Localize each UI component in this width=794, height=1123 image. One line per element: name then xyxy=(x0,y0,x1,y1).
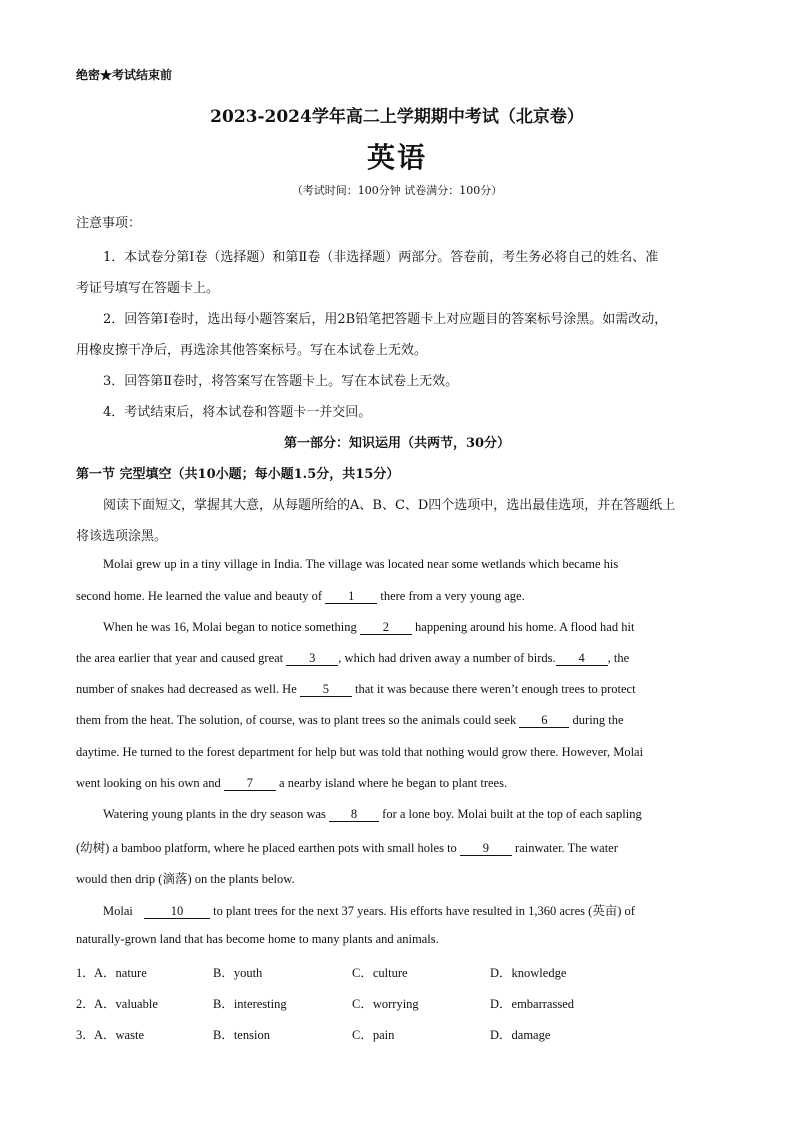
secret-label: 绝密★考试结束前 xyxy=(76,68,173,82)
option-a[interactable]: A．waste xyxy=(94,1028,144,1042)
option-a[interactable]: A．nature xyxy=(94,966,147,980)
passage-line: would then drip (滴落) on the plants below. xyxy=(76,872,295,886)
passage-text: a nearby island where he began to plant trees. xyxy=(279,776,508,790)
passage-line xyxy=(103,807,642,822)
passage-text: rainwater. The water xyxy=(515,841,618,855)
instruction-b: 将该选项涂黑。 xyxy=(76,529,168,544)
passage-line xyxy=(76,713,624,728)
passage-text: second home. He learned the value and beauty of xyxy=(76,589,323,603)
blank-10[interactable]: 10 xyxy=(144,904,210,919)
passage-line xyxy=(103,901,635,919)
question-number: 2． xyxy=(76,997,95,1011)
passage-text: them from the heat. The solution, of course, was to plant trees so the animals could seek xyxy=(76,713,517,727)
question-number: 1． xyxy=(76,966,95,980)
part1-heading: 第一部分：知识运用（共两节，30分） xyxy=(283,436,511,451)
option-a[interactable]: A．valuable xyxy=(94,997,158,1011)
note-2a: 2．回答第Ⅰ卷时，选出每小题答案后，用2B铅笔把答题卡上对应题目的答案标号涂黑。如需改动， xyxy=(103,312,668,327)
passage-text: during the xyxy=(572,713,624,727)
blank-3[interactable]: 3 xyxy=(286,651,338,666)
option-b[interactable]: B．youth xyxy=(213,966,263,980)
note-2b: 用橡皮擦干净后，再选涂其他答案标号。写在本试卷上无效。 xyxy=(76,343,428,358)
option-b[interactable]: B．tension xyxy=(213,1028,270,1042)
exam-time-info: （考试时间：100分钟 试卷满分：100分） xyxy=(291,184,503,197)
blank-5[interactable]: 5 xyxy=(300,682,352,697)
question-number: 3． xyxy=(76,1028,95,1042)
blank-4[interactable]: 4 xyxy=(556,651,608,666)
passage-text: Watering young plants in the dry season was xyxy=(103,807,326,821)
passage-line: daytime. He turned to the forest department for help but was told that nothing would grow there. However, Molai xyxy=(76,745,644,759)
option-c[interactable]: C．culture xyxy=(352,966,408,980)
passage-text: the area earlier that year and caused great xyxy=(76,651,284,665)
option-d[interactable]: D．embarrassed xyxy=(490,997,574,1011)
passage-line xyxy=(76,682,636,697)
passage-text: , which had driven away a number of birds. xyxy=(338,651,556,665)
blank-8[interactable]: 8 xyxy=(329,807,379,822)
passage-line xyxy=(76,589,525,604)
exam-title: 2023-2024学年高二上学期期中考试（北京卷） xyxy=(210,107,584,127)
blank-1[interactable]: 1 xyxy=(325,589,377,604)
option-b[interactable]: B．interesting xyxy=(213,997,287,1011)
option-d[interactable]: D．knowledge xyxy=(490,966,567,980)
subject-title: 英语 xyxy=(366,141,427,174)
passage-text: , the xyxy=(607,651,630,665)
note-1a: 1．本试卷分第Ⅰ卷（选择题）和第Ⅱ卷（非选择题）两部分。答卷前，考生务必将自己的姓名、准 xyxy=(103,250,659,265)
passage-line: naturally-grown land that has become home to many plants and animals. xyxy=(76,932,439,946)
note-3: 3．回答第Ⅱ卷时，将答案写在答题卡上。写在本试卷上无效。 xyxy=(103,374,459,389)
option-c[interactable]: C．worrying xyxy=(352,997,419,1011)
blank-6[interactable]: 6 xyxy=(519,713,569,728)
passage-text: (幼树) a bamboo platform, where he placed earthen pots with small holes to xyxy=(76,841,457,855)
note-4: 4．考试结束后，将本试卷和答题卡一并交回。 xyxy=(103,405,372,420)
passage-line xyxy=(103,620,634,635)
blank-9[interactable]: 9 xyxy=(460,841,512,856)
passage-line xyxy=(76,776,507,791)
passage-text: Molai xyxy=(103,904,133,918)
option-c[interactable]: C．pain xyxy=(352,1028,395,1042)
passage-text: to plant trees for the next 37 years. His efforts have resulted in 1,360 acres (英亩) of xyxy=(213,904,635,918)
passage-text: that it was because there weren’t enough trees to protect xyxy=(355,682,636,696)
section1-heading: 第一节 完型填空（共10小题；每小题1.5分，共15分） xyxy=(76,467,400,482)
passage-line: Molai grew up in a tiny village in India. The village was located near some wetlands which became his xyxy=(103,557,619,571)
passage-text: went looking on his own and xyxy=(76,776,221,790)
notes-heading: 注意事项： xyxy=(76,216,142,231)
passage-text: happening around his home. A flood had hit xyxy=(415,620,635,634)
blank-7[interactable]: 7 xyxy=(224,776,276,791)
note-1b: 考证号填写在答题卡上。 xyxy=(76,281,220,296)
blank-2[interactable]: 2 xyxy=(360,620,412,635)
passage-text: there from a very young age. xyxy=(380,589,525,603)
passage-line xyxy=(76,838,618,856)
passage-text: for a lone boy. Molai built at the top of each sapling xyxy=(382,807,642,821)
instruction-a: 阅读下面短文，掌握其大意，从每题所给的A、B、C、D四个选项中，选出最佳选项，并在答题纸上 xyxy=(103,498,676,513)
passage-line xyxy=(76,651,629,666)
passage-text: number of snakes had decreased as well. He xyxy=(76,682,297,696)
option-d[interactable]: D．damage xyxy=(490,1028,551,1042)
passage-text: When he was 16, Molai began to notice something xyxy=(103,620,357,634)
